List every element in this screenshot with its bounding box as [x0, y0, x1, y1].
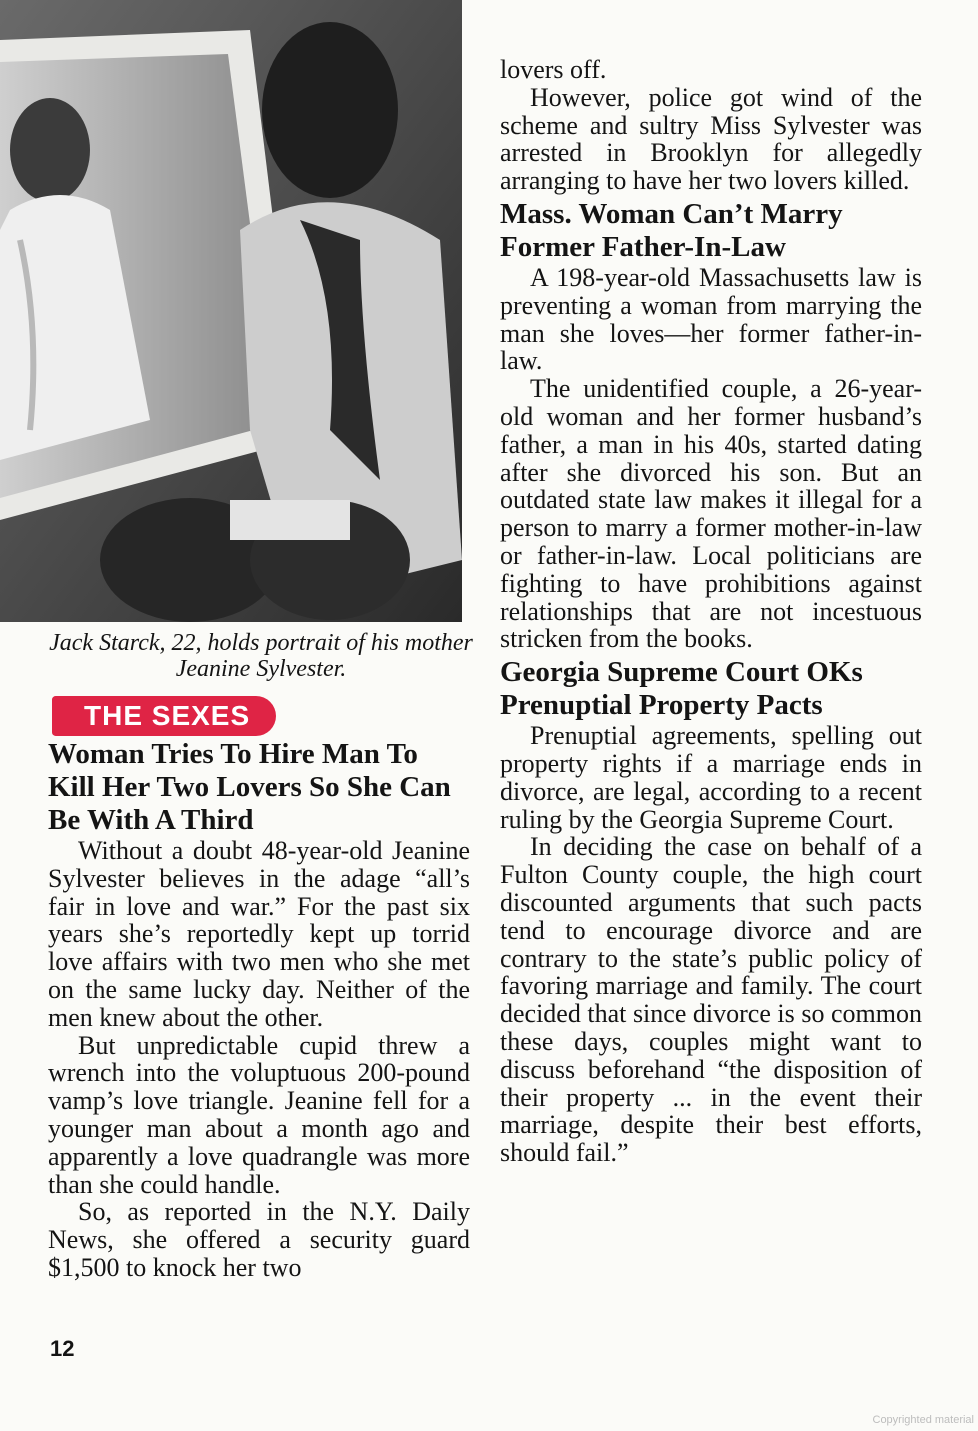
article3-paragraph: In deciding the case on behalf of a Fulton County couple, the high court discounted arguments that such pacts tend to encourage divorce and are contrary to the state’s public policy of favoring marriage and family. The court decided that since divorce is so common these days, couples might want to discuss beforehand “the disposition of their property ... in the event their marriage, despite their best efforts, should fail.” [500, 832, 922, 1168]
photo-caption: Jack Starck, 22, holds portrait of his mother Jeanine Sylvester. [49, 630, 473, 682]
section-label: THE SEXES [52, 696, 276, 736]
article1-continuation: lovers off. [500, 55, 607, 84]
page-number: 12 [50, 1336, 75, 1361]
article2-paragraph: A 198-year-old Massachusetts law is preventing a woman from marrying the man she loves—her former father-in-law. [500, 262, 922, 376]
article1-paragraph: So, as reported in the N.Y. Daily News, she offered a security guard $1,500 to knock her two [48, 1197, 470, 1282]
article1-paragraph: Without a doubt 48-year-old Jeanine Sylvester believes in the adage “all’s fair in love and war.” For the past six years she’s reportedly kept up torrid love affairs with two men who she met on the same lucky day. Neither of the men knew about the other. [48, 836, 470, 1032]
photo-illustration [0, 0, 462, 622]
copyright-notice: Copyrighted material [872, 1414, 974, 1426]
article2-headline: Mass. Woman Can’t Marry Former Father-In-Law [500, 197, 843, 263]
article1-continuation: However, police got wind of the scheme and sultry Miss Sylvester was arrested in Brooklyn for allegedly arranging to have her two lovers killed. [500, 82, 922, 196]
right-column [500, 56, 922, 1167]
left-column [48, 738, 470, 1282]
article3-headline: Georgia Supreme Court OKs Prenuptial Property Pacts [500, 656, 863, 722]
article-photo [0, 0, 462, 622]
article2-paragraph: The unidentified couple, a 26-year-old woman and her former husband’s father, a man in his 40s, started dating after she divorced his son. But an outdated state law makes it illegal for a person to marry a former mother-in-law or father-in-law. Local politicians are fighting to have prohibitions against relationships that are not incestuous stricken from the books. [500, 374, 922, 654]
article3-paragraph: Prenuptial agreements, spelling out property rights if a marriage ends in divorce, are legal, according to a recent ruling by the Georgia Supreme Court. [500, 721, 922, 834]
article1-headline: Woman Tries To Hire Man To Kill Her Two Lovers So She Can Be With A Third [48, 738, 451, 836]
article1-paragraph: But unpredictable cupid threw a wrench into the voluptuous 200-pound vamp’s love triangle. Jeanine fell for a younger man about a month ago and apparently a love quadrangle was more than she could handle. [48, 1030, 470, 1199]
